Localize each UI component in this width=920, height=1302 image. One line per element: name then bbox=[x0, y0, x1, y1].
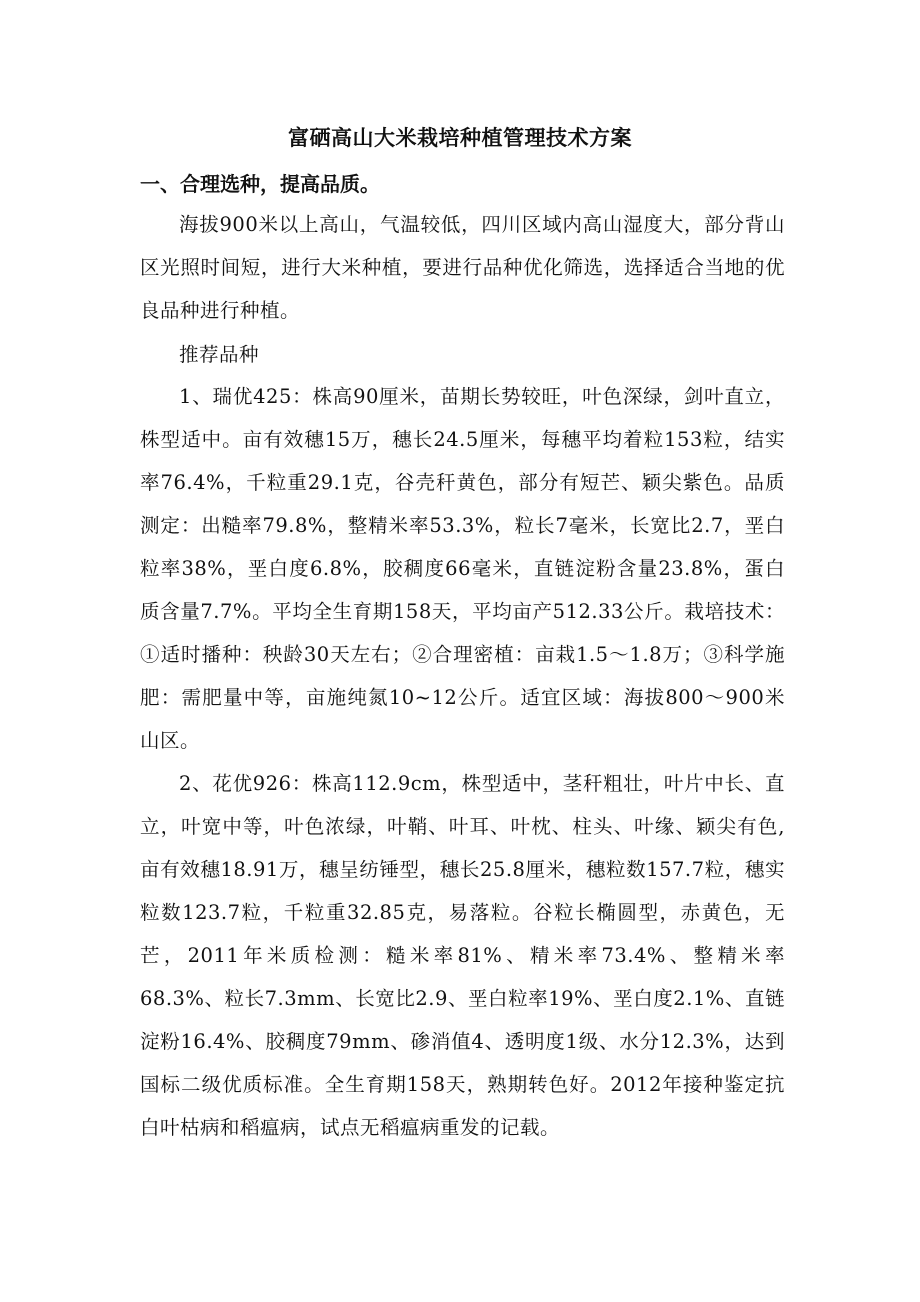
paragraph-variety-1: 1、瑞优425：株高90厘米，苗期长势较旺，叶色深绿，剑叶直立，株型适中。亩有效穗15万，穗长24.5厘米，每穗平均着粒153粒，结实率76.4%，千粒重29.1克，谷壳秆黄色，部分有短芒、颖尖紫色。品质测定：出糙率79.8%，整精米率53.3%，粒长7毫米，长宽比2.7，垩白粒率38%，垩白度6.8%，胶稠度66毫米，直链淀粉含量23.8%，蛋白质含量7.7%。平均全生育期158天，平均亩产512.33公斤。栽培技术：①适时播种：秧龄30天左右；②合理密植：亩栽1.5～1.8万；③科学施肥：需肥量中等，亩施纯氮10~12公斤。适宜区域：海拔800～900米山区。 bbox=[140, 385, 785, 752]
document-title: 富硒高山大米栽培种植管理技术方案 bbox=[288, 125, 632, 150]
paragraph-intro: 海拔900米以上高山，气温较低，四川区域内高山湿度大，部分背山区光照时间短，进行大米种植，要进行品种优化筛选，选择适合当地的优良品种进行种植。 bbox=[140, 213, 785, 322]
section-heading: 一、合理选种，提高品质。 bbox=[140, 172, 380, 196]
paragraph-variety-2: 2、花优926：株高112.9cm，株型适中，茎秆粗壮，叶片中长、直立，叶宽中等，叶色浓绿，叶鞘、叶耳、叶枕、柱头、叶缘、颖尖有色,亩有效穗18.91万，穗呈纺锤型，穗长25.8厘米，穗粒数157.7粒，穗实粒数123.7粒，千粒重32.85克，易落粒。谷粒长椭圆型，赤黄色，无芒，2011年米质检测：糙米率81%、精米率73.4%、整精米率68.3%、粒长7.3mm、长宽比2.9、垩白粒率19%、垩白度2.1%、直链淀粉16.4%、胶稠度79mm、碜消值4、透明度1级、水分12.3%，达到国标二级优质标准。全生育期158天，熟期转色好。2012年接种鉴定抗白叶枯病和稻瘟病，试点无稻瘟病重发的记载。 bbox=[140, 772, 785, 1139]
paragraph-recommended-label: 推荐品种 bbox=[179, 343, 260, 366]
